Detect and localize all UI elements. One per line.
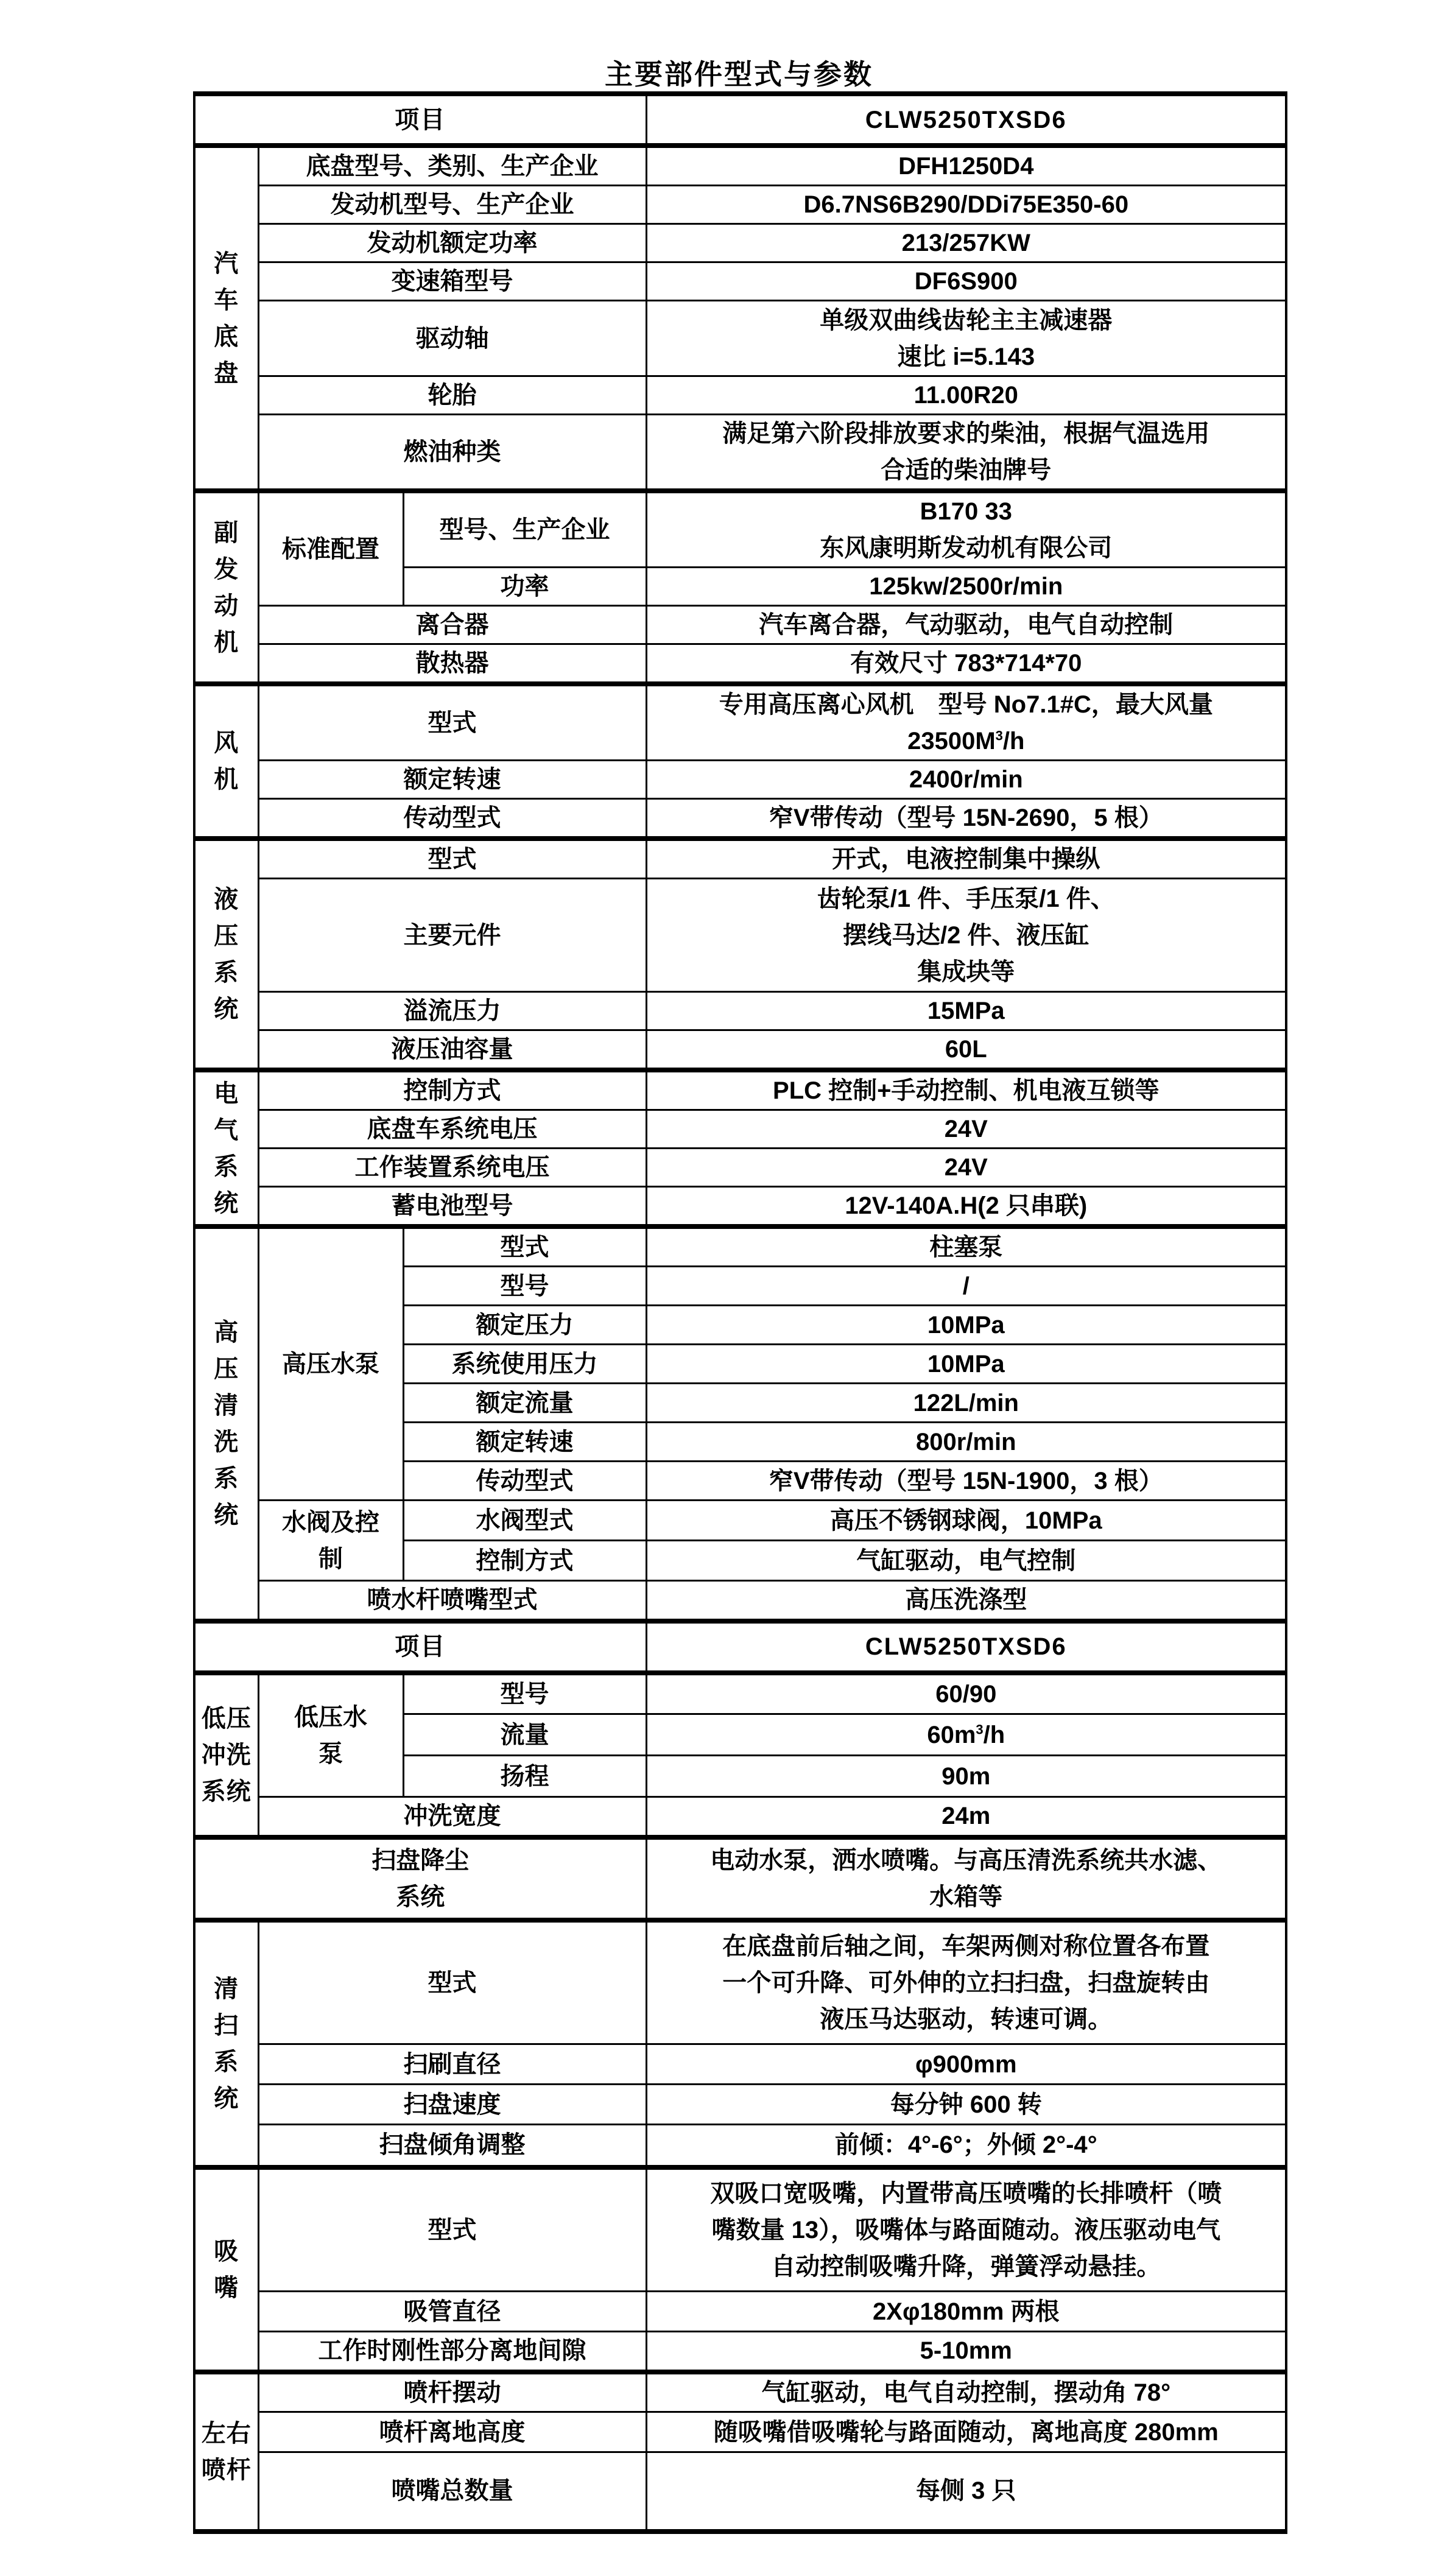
spec-value: DF6S900	[646, 262, 1286, 301]
spec-value: 齿轮泵/1 件、手压泵/1 件、 摆线马达/2 件、液压缸 集成块等	[646, 879, 1286, 992]
spec-label: 蓄电池型号	[258, 1187, 646, 1227]
spec-label: 控制方式	[403, 1541, 646, 1581]
spec-value: 高压洗涤型	[646, 1581, 1286, 1621]
spec-label: 型式	[258, 839, 646, 879]
spec-label: 流量	[403, 1714, 646, 1756]
page-title: 主要部件型式与参数	[605, 58, 873, 90]
spec-value: 90m	[646, 1756, 1286, 1797]
spec-label: 扫盘倾角调整	[258, 2125, 646, 2167]
spec-label: 冲洗宽度	[258, 1797, 646, 1837]
spec-label: 型式	[403, 1226, 646, 1267]
spec-label: 驱动轴	[258, 301, 646, 376]
spec-value: 24V	[646, 1110, 1286, 1149]
spec-label: 轮胎	[258, 376, 646, 415]
group-label: 吸 嘴	[194, 2167, 258, 2372]
spec-value: 24V	[646, 1149, 1286, 1187]
spec-label: 喷嘴总数量	[258, 2452, 646, 2532]
spec-label: 喷杆摆动	[258, 2372, 646, 2412]
spec-label: 主要元件	[258, 879, 646, 992]
table-header-label: 项目	[194, 94, 646, 146]
spec-value: 在底盘前后轴之间，车架两侧对称位置各布置 一个可升降、可外伸的立扫扫盘，扫盘旋转由 液压马达驱动，转速可调。	[646, 1920, 1286, 2044]
spec-value: 电动水泵，洒水喷嘴。与高压清洗系统共水滤、 水箱等	[646, 1837, 1286, 1920]
spec-label: 额定流量	[403, 1384, 646, 1423]
spec-value: $60m^3/h$	[646, 1714, 1286, 1756]
table-header-value: CLW5250TXSD6	[646, 94, 1286, 146]
spec-label: 底盘型号、类别、生产企业	[258, 146, 646, 186]
spec-label: 水阀型式	[403, 1501, 646, 1541]
spec-label: 喷杆离地高度	[258, 2412, 646, 2452]
spec-label: 额定转速	[258, 761, 646, 799]
spec-label: 扫盘速度	[258, 2085, 646, 2125]
spec-label: 型式	[258, 1920, 646, 2044]
group-label: 左右 喷杆	[194, 2372, 258, 2532]
subgroup-label: 水阀及控 制	[258, 1501, 403, 1581]
spec-value: 24m	[646, 1797, 1286, 1837]
spec-value: DFH1250D4	[646, 146, 1286, 186]
spec-value: 800r/min	[646, 1423, 1286, 1462]
spec-value: 随吸嘴借吸嘴轮与路面随动，离地高度 280mm	[646, 2412, 1286, 2452]
superscript: 3	[995, 728, 1003, 744]
spec-value: 10MPa	[646, 1306, 1286, 1345]
spec-value: D6.7NS6B290/DDi75E350-60	[646, 186, 1286, 224]
group-label: 液 压 系 统	[194, 839, 258, 1070]
spec-value: 213/257KW	[646, 224, 1286, 262]
spec-table-body	[194, 94, 1286, 2532]
spec-label: 扬程	[403, 1756, 646, 1797]
spec-label: 额定压力	[403, 1306, 646, 1345]
spec-value: 5-10mm	[646, 2332, 1286, 2372]
spec-value: 10MPa	[646, 1345, 1286, 1384]
subgroup-label: 高压水泵	[258, 1226, 403, 1501]
spec-value: 专用高压离心风机 型号 No7.1#C，最大风量 $23500M^3/h$	[646, 684, 1286, 761]
spec-label: 型号	[403, 1673, 646, 1714]
spec-value: 125kw/2500r/min	[646, 568, 1286, 606]
spec-value: 气缸驱动，电气自动控制，摆动角 78°	[646, 2372, 1286, 2412]
spec-value: 开式，电液控制集中操纵	[646, 839, 1286, 879]
group-label: 高 压 清 洗 系 统	[194, 1226, 258, 1621]
spec-label: 喷水杆喷嘴型式	[258, 1581, 646, 1621]
spec-value: 60/90	[646, 1673, 1286, 1714]
spec-value: 2Xφ180mm 两根	[646, 2292, 1286, 2332]
spec-label: 燃油种类	[258, 415, 646, 491]
spec-label: 型式	[258, 684, 646, 761]
spec-value: 每分钟 600 转	[646, 2085, 1286, 2125]
spec-label: 系统使用压力	[403, 1345, 646, 1384]
spec-label: 额定转速	[403, 1423, 646, 1462]
spec-value: 122L/min	[646, 1384, 1286, 1423]
spec-label: 吸管直径	[258, 2292, 646, 2332]
spec-value: 汽车离合器，气动驱动，电气自动控制	[646, 606, 1286, 644]
spec-value: 前倾：4°-6°；外倾 2°-4°	[646, 2125, 1286, 2167]
group-label: 清 扫 系 统	[194, 1920, 258, 2167]
spec-label: 工作装置系统电压	[258, 1149, 646, 1187]
group-label: 风 机	[194, 684, 258, 839]
spec-label: 发动机额定功率	[258, 224, 646, 262]
spec-label: 溢流压力	[258, 992, 646, 1030]
spec-value: B170 33 东风康明斯发动机有限公司	[646, 491, 1286, 568]
spec-value: 满足第六阶段排放要求的柴油，根据气温选用 合适的柴油牌号	[646, 415, 1286, 491]
spec-value: 2400r/min	[646, 761, 1286, 799]
spec-label: 控制方式	[258, 1070, 646, 1110]
group-label: 电 气 系 统	[194, 1070, 258, 1226]
spec-label: 传动型式	[258, 799, 646, 839]
spec-label: 型号、生产企业	[403, 491, 646, 568]
group-label: 副 发 动 机	[194, 491, 258, 684]
spec-table	[193, 91, 1287, 2534]
subgroup-label: 低压水 泵	[258, 1673, 403, 1797]
spec-value: 柱塞泵	[646, 1226, 1286, 1267]
spec-value: 60L	[646, 1030, 1286, 1071]
spec-label: 变速箱型号	[258, 262, 646, 301]
spec-value: 气缸驱动，电气控制	[646, 1541, 1286, 1581]
spec-value: 单级双曲线齿轮主主减速器 速比 i=5.143	[646, 301, 1286, 376]
spec-label: 散热器	[258, 644, 646, 684]
spec-label: 工作时刚性部分离地间隙	[258, 2332, 646, 2372]
superscript: 3	[976, 1722, 984, 1737]
spec-value: 窄V带传动（型号 15N-1900，3 根）	[646, 1462, 1286, 1501]
spec-label: 功率	[403, 568, 646, 606]
spec-label: 发动机型号、生产企业	[258, 186, 646, 224]
spec-label: 扫刷直径	[258, 2044, 646, 2085]
spec-value: 有效尺寸 783*714*70	[646, 644, 1286, 684]
spec-label: 液压油容量	[258, 1030, 646, 1071]
spec-value: 12V-140A.H(2 只串联)	[646, 1187, 1286, 1227]
table-header-label: 项目	[194, 1621, 646, 1673]
spec-label: 型式	[258, 2167, 646, 2292]
group-label: 汽 车 底 盘	[194, 146, 258, 491]
spec-value: PLC 控制+手动控制、机电液互锁等	[646, 1070, 1286, 1110]
spec-label: 扫盘降尘 系统	[194, 1837, 646, 1920]
spec-label: 传动型式	[403, 1462, 646, 1501]
group-label: 低压 冲洗 系统	[194, 1673, 258, 1837]
spec-value: /	[646, 1267, 1286, 1306]
spec-label: 底盘车系统电压	[258, 1110, 646, 1149]
spec-value: 双吸口宽吸嘴，内置带高压喷嘴的长排喷杆（喷 嘴数量 13），吸嘴体与路面随动。液压驱动电气 自动控制吸嘴升降，弹簧浮动悬挂。	[646, 2167, 1286, 2292]
spec-label: 离合器	[258, 606, 646, 644]
spec-value: 11.00R20	[646, 376, 1286, 415]
table-header-value: CLW5250TXSD6	[646, 1621, 1286, 1673]
spec-label: 型号	[403, 1267, 646, 1306]
spec-value: 高压不锈钢球阀，10MPa	[646, 1501, 1286, 1541]
spec-value: 每侧 3 只	[646, 2452, 1286, 2532]
subgroup-label: 标准配置	[258, 491, 403, 606]
spec-value: 窄V带传动（型号 15N-2690，5 根）	[646, 799, 1286, 839]
spec-value: 15MPa	[646, 992, 1286, 1030]
spec-value: φ900mm	[646, 2044, 1286, 2085]
